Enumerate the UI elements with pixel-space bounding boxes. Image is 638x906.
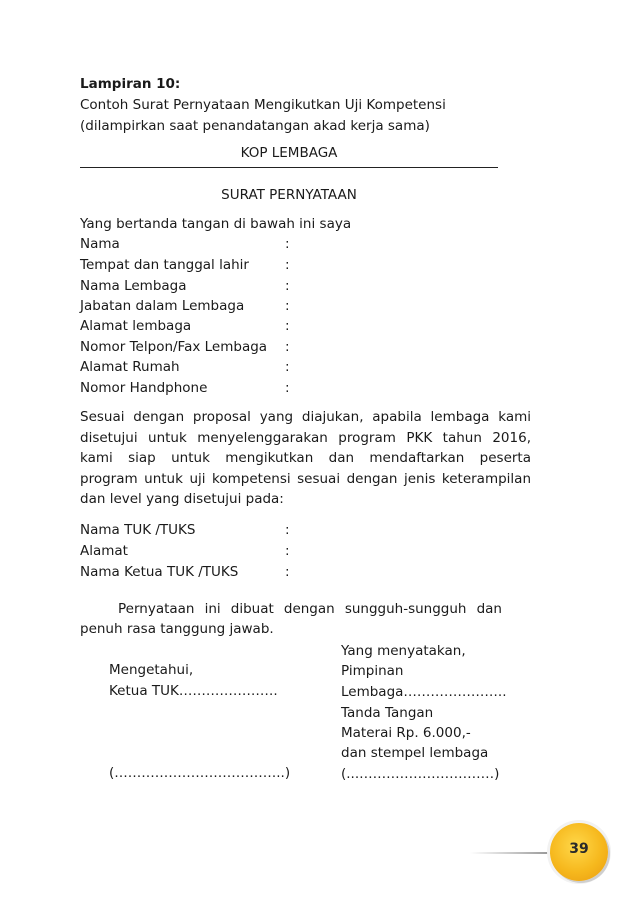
paragraph-line: disetujui untuk menyelenggarakan program PKK tahun 2016, xyxy=(80,429,531,446)
field-label: Tempat dan tanggal lahir xyxy=(80,257,249,273)
institution-stamp-label: dan stempel lembaga xyxy=(341,745,489,761)
signature-label: Tanda Tangan xyxy=(341,705,434,721)
paragraph-line: program untuk uji kompetensi sesuai dengan jenis keterampilan xyxy=(80,470,531,487)
statement-title: SURAT PERNYATAAN xyxy=(221,187,357,203)
field-colon: : xyxy=(285,298,290,314)
closing-line: penuh rasa tanggung jawab. xyxy=(80,621,274,637)
document-note: (dilampirkan saat penandatangan akad kerja sama) xyxy=(80,118,430,134)
closing-paragraph xyxy=(80,599,502,639)
institution-label: Lembaga………………….. xyxy=(341,684,507,700)
leader-label: Pimpinan xyxy=(341,663,404,679)
field-colon: : xyxy=(285,359,290,375)
tuk-head-label: Ketua TUK…………………. xyxy=(109,683,278,699)
field-label: Alamat lembaga xyxy=(80,318,192,334)
page-number-line xyxy=(470,852,560,854)
paragraph-line: kami siap untuk mengikutkan dan mendaftarkan peserta xyxy=(80,450,531,466)
acknowledged-label: Mengetahui, xyxy=(109,662,194,678)
declarant-label: Yang menyatakan, xyxy=(341,643,466,659)
field-colon: : xyxy=(285,318,290,334)
field-label: Nama xyxy=(80,236,120,252)
page-number: 39 xyxy=(569,841,589,857)
field-colon: : xyxy=(285,564,290,580)
field-label: Nomor Telpon/Fax Lembaga xyxy=(80,339,268,355)
closing-line: Pernyataan ini dibuat dengan sungguh-sungguh dan xyxy=(118,601,502,617)
field-label: Alamat Rumah xyxy=(80,359,180,375)
field-colon: : xyxy=(285,380,290,396)
field-label: Nomor Handphone xyxy=(80,380,208,396)
intro-text: Yang bertanda tangan di bawah ini saya xyxy=(80,216,352,232)
stamp-duty-label: Materai Rp. 6.000,- xyxy=(341,725,471,741)
field-colon: : xyxy=(285,522,290,538)
field-colon: : xyxy=(285,339,290,355)
field-label: Nama Ketua TUK /TUKS xyxy=(80,564,239,580)
paragraph-line: dan level yang disetujui pada: xyxy=(80,491,284,507)
left-signature-placeholder: (………………………………..) xyxy=(109,765,291,781)
letterhead-divider xyxy=(80,167,498,168)
field-label: Alamat xyxy=(80,543,128,559)
paragraph-line: Sesuai dengan proposal yang diajukan, apabila lembaga kami xyxy=(80,409,531,425)
field-label: Nama TUK /TUKS xyxy=(80,522,196,538)
right-signature-placeholder: (...…………………………) xyxy=(341,766,500,782)
statement-paragraph xyxy=(80,407,531,510)
document-subtitle: Contoh Surat Pernyataan Mengikutkan Uji Kompetensi xyxy=(80,97,446,113)
field-colon: : xyxy=(285,278,290,294)
field-colon: : xyxy=(285,257,290,273)
letterhead-label: KOP LEMBAGA xyxy=(240,145,338,161)
field-colon: : xyxy=(285,236,290,252)
attachment-label: Lampiran 10: xyxy=(80,76,181,92)
field-colon: : xyxy=(285,543,290,559)
field-label: Jabatan dalam Lembaga xyxy=(80,298,245,314)
field-label: Nama Lembaga xyxy=(80,278,187,294)
page-number-badge xyxy=(550,823,608,881)
